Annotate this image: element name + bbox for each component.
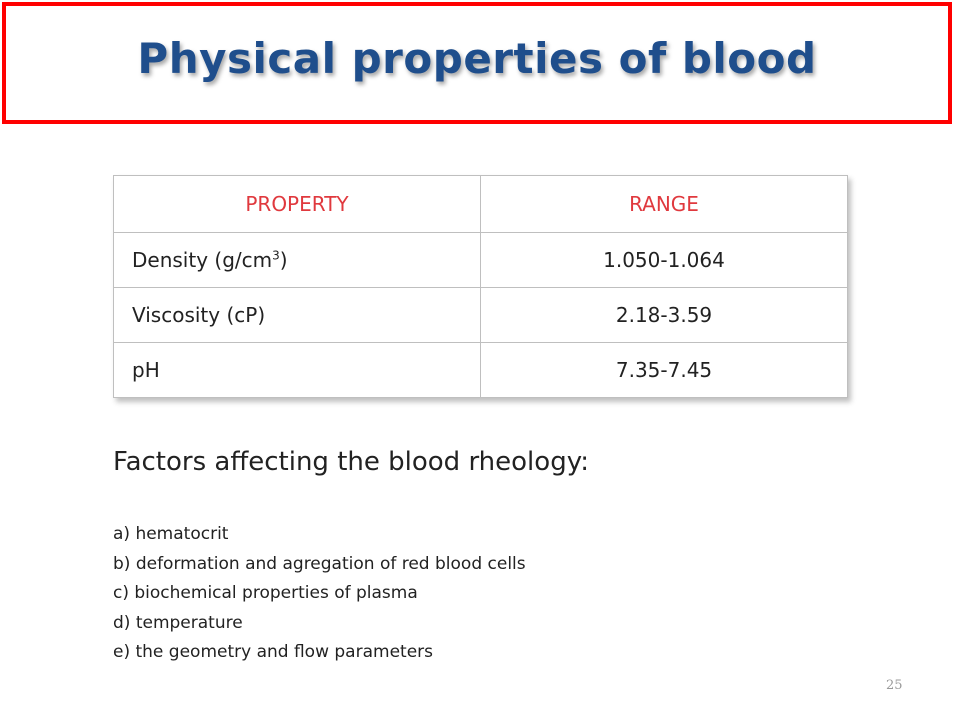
property-suffix: ) (279, 248, 288, 272)
list-item: e) the geometry and flow parameters (113, 642, 433, 662)
list-item: c) biochemical properties of plasma (113, 583, 418, 603)
property-cell: Viscosity (cP) (114, 288, 481, 343)
table-row (114, 288, 848, 343)
property-superscript: 3 (272, 248, 280, 263)
factors-list (113, 520, 526, 668)
factors-heading: Factors affecting the blood rheology: (113, 447, 589, 477)
property-cell: pH (114, 343, 481, 398)
slide-title: Physical properties of blood (137, 33, 817, 83)
table-row (114, 343, 848, 398)
list-item: a) hematocrit (113, 524, 229, 544)
page-number: 25 (886, 678, 903, 693)
list-item: d) temperature (113, 612, 243, 633)
range-cell: 1.050-1.064 (481, 233, 848, 288)
property-cell (114, 233, 481, 288)
property-label: Density (g/cm (132, 248, 273, 272)
table-row (114, 233, 848, 288)
table-header-row (114, 176, 848, 233)
range-cell: 7.35-7.45 (481, 343, 848, 398)
title-box (2, 2, 952, 124)
list-item: b) deformation and agregation of red blood cells (113, 553, 526, 574)
header-range: RANGE (481, 176, 848, 233)
header-property: PROPERTY (114, 176, 481, 233)
properties-table (113, 175, 848, 398)
range-cell: 2.18-3.59 (481, 288, 848, 343)
